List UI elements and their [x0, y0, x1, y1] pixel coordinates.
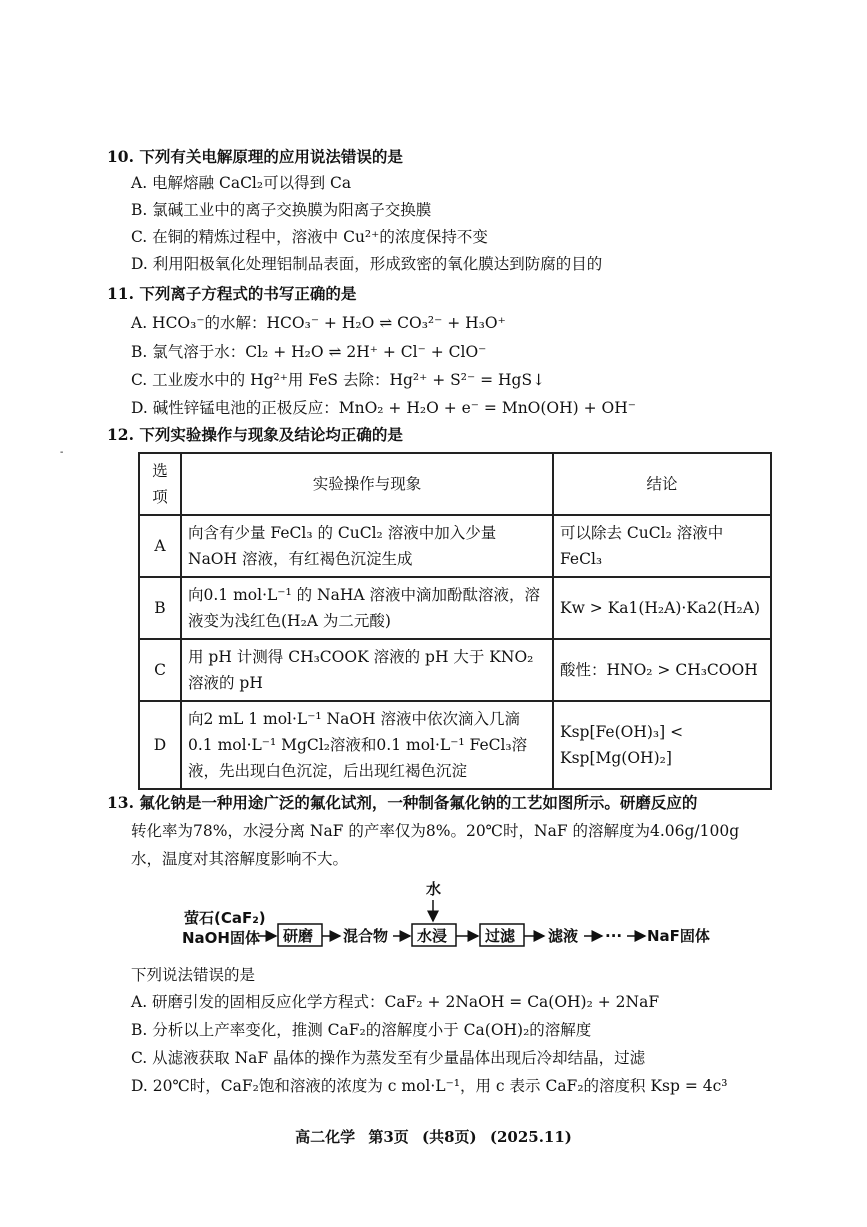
- q12-stem: 12. 下列实验操作与现象及结论均正确的是: [107, 425, 403, 444]
- row-operation: 用 pH 计测得 CH₃COOK 溶液的 pH 大于 KNO₂ 溶液的 pH: [181, 639, 553, 701]
- q13-option-c: C. 从滤液获取 NaF 晶体的操作为蒸发至有少量晶体出现后冷却结晶，过滤: [131, 1049, 646, 1067]
- q11-stem: 11. 下列离子方程式的书写正确的是: [107, 284, 357, 303]
- flow-product: NaF固体: [647, 927, 710, 945]
- flow-filtrate: 滤液: [548, 927, 579, 945]
- q13-option-a: A. 研磨引发的固相反应化学方程式：CaF₂ + 2NaOH = Ca(OH)₂ + 2NaF: [131, 993, 660, 1011]
- table-row: [139, 639, 771, 701]
- flow-mixture: 混合物: [343, 927, 389, 945]
- q11-option-d: D. 碱性锌锰电池的正极反应：MnO₂ + H₂O + e⁻ = MnO(OH) + OH⁻: [131, 399, 636, 417]
- q13-stem-line1: 13. 氟化钠是一种用途广泛的氟化试剂，一种制备氟化钠的工艺如图所示。研磨反应的: [107, 793, 698, 812]
- flow-water-label: 水: [426, 880, 442, 898]
- q11-option-b: B. 氯气溶于水：Cl₂ + H₂O ⇌ 2H⁺ + Cl⁻ + ClO⁻: [131, 343, 487, 361]
- flow-input-caf2: 萤石(CaF₂): [184, 909, 266, 927]
- row-conclusion: 酸性：HNO₂ > CH₃COOH: [553, 639, 771, 701]
- table-row: [139, 701, 771, 789]
- flow-step-filter: 过滤: [485, 927, 516, 945]
- q10-option-b: B. 氯碱工业中的离子交换膜为阳离子交换膜: [131, 201, 432, 219]
- page-footer: 高二化学 第3页 (共8页) (2025.11): [295, 1128, 572, 1146]
- q10-stem: 10. 下列有关电解原理的应用说法错误的是: [107, 147, 403, 166]
- q13-stem-line2: 转化率为78%，水浸分离 NaF 的产率仅为8%。20℃时，NaF 的溶解度为4.06g/100g: [131, 822, 740, 840]
- header-option: 选项: [139, 453, 181, 515]
- flow-ellipsis: ···: [605, 927, 623, 945]
- table-header-row: [139, 453, 771, 515]
- row-option: D: [139, 701, 181, 789]
- flow-input-naoh: NaOH固体: [182, 929, 260, 947]
- process-flow-diagram: [170, 878, 730, 958]
- q11-option-a: A. HCO₃⁻的水解：HCO₃⁻ + H₂O ⇌ CO₃²⁻ + H₃O⁺: [131, 314, 506, 332]
- row-conclusion: 可以除去 CuCl₂ 溶液中 FeCl₃: [553, 515, 771, 577]
- q13-stem-line3: 水，温度对其溶解度影响不大。: [131, 850, 349, 868]
- table-row: [139, 577, 771, 639]
- row-option: B: [139, 577, 181, 639]
- q13-ask: 下列说法错误的是: [131, 966, 256, 984]
- row-operation: 向含有少量 FeCl₃ 的 CuCl₂ 溶液中加入少量 NaOH 溶液，有红褐色沉淀生成: [181, 515, 553, 577]
- scan-mark: -: [60, 447, 64, 458]
- header-conclusion: 结论: [553, 453, 771, 515]
- row-option: A: [139, 515, 181, 577]
- q13-option-d: D. 20℃时，CaF₂饱和溶液的浓度为 c mol·L⁻¹，用 c 表示 CaF₂的溶度积 Ksp = 4c³: [131, 1077, 728, 1095]
- row-operation: 向0.1 mol·L⁻¹ 的 NaHA 溶液中滴加酚酞溶液，溶液变为浅红色(H₂A 为二元酸): [181, 577, 553, 639]
- q10-option-c: C. 在铜的精炼过程中，溶液中 Cu²⁺的浓度保持不变: [131, 228, 488, 246]
- header-operation: 实验操作与现象: [181, 453, 553, 515]
- row-option: C: [139, 639, 181, 701]
- q10-option-a: A. 电解熔融 CaCl₂可以得到 Ca: [131, 174, 352, 192]
- experiment-table: [138, 452, 772, 790]
- row-conclusion: Kw > Ka1(H₂A)·Ka2(H₂A): [553, 577, 771, 639]
- q13-option-b: B. 分析以上产率变化，推测 CaF₂的溶解度小于 Ca(OH)₂的溶解度: [131, 1021, 592, 1039]
- flow-step-grind: 研磨: [283, 927, 314, 945]
- table-row: [139, 515, 771, 577]
- q10-option-d: D. 利用阳极氧化处理铝制品表面，形成致密的氧化膜达到防腐的目的: [131, 255, 603, 273]
- row-conclusion: Ksp[Fe(OH)₃] < Ksp[Mg(OH)₂]: [553, 701, 771, 789]
- row-operation: 向2 mL 1 mol·L⁻¹ NaOH 溶液中依次滴入几滴 0.1 mol·L⁻¹ MgCl₂溶液和0.1 mol·L⁻¹ FeCl₃溶液，先出现白色沉淀，后出现红褐色沉淀: [181, 701, 553, 789]
- flow-step-leach: 水浸: [417, 927, 448, 945]
- q11-option-c: C. 工业废水中的 Hg²⁺用 FeS 去除：Hg²⁺ + S²⁻ = HgS↓: [131, 371, 546, 389]
